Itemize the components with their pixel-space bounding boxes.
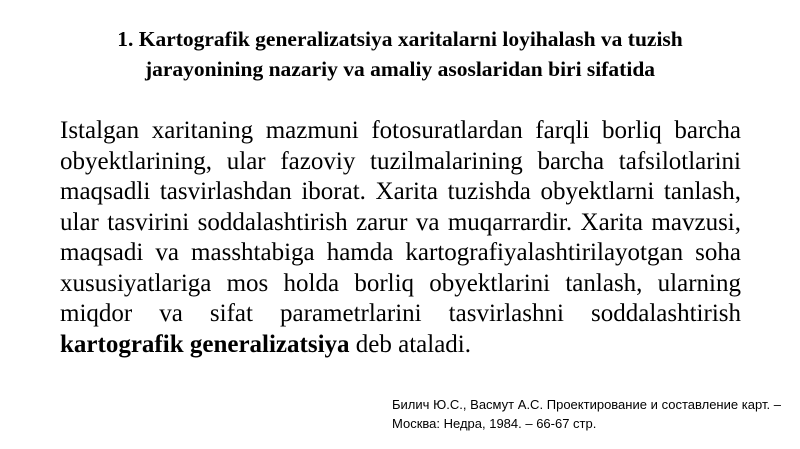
- slide-title-line-1: 1. Kartografik generalizatsiya xaritalarni loyihalash va tuzish: [117, 27, 683, 51]
- body-text-start: Istalgan xaritaning mazmuni fotosuratlardan farqli borliq barcha obyektlarining, ular fazoviy tuzilmalarining barcha tafsilotlarini maqsadli tasvirlashdan iborat. Xarita tuzishda obyektlarni tanlash, ular tasvirini soddalashtirish zarur va muqarrardir. Xarita mavzusi, maqsadi va masshtabiga hamda kartografiyalashtirilayotgan soha xususiyatlariga mos holda borliq obyektlarini tanlash, ularning miqdor va sifat parametrlarini tasvirlashni soddalashtirish: [60, 117, 741, 327]
- slide-title: [70, 24, 730, 84]
- body-bold-term: kartografik generalizatsiya: [60, 330, 350, 358]
- body-paragraph: [60, 116, 741, 360]
- citation: Билич Ю.С., Васмут А.С. Проектирование и составление карт. – Москва: Недра, 1984. – 66-67 стр.: [392, 397, 781, 431]
- body-text-end: deb ataladi.: [349, 330, 472, 358]
- slide-title-line-2: jarayonining nazariy va amaliy asoslaridan biri sifatida: [144, 57, 656, 81]
